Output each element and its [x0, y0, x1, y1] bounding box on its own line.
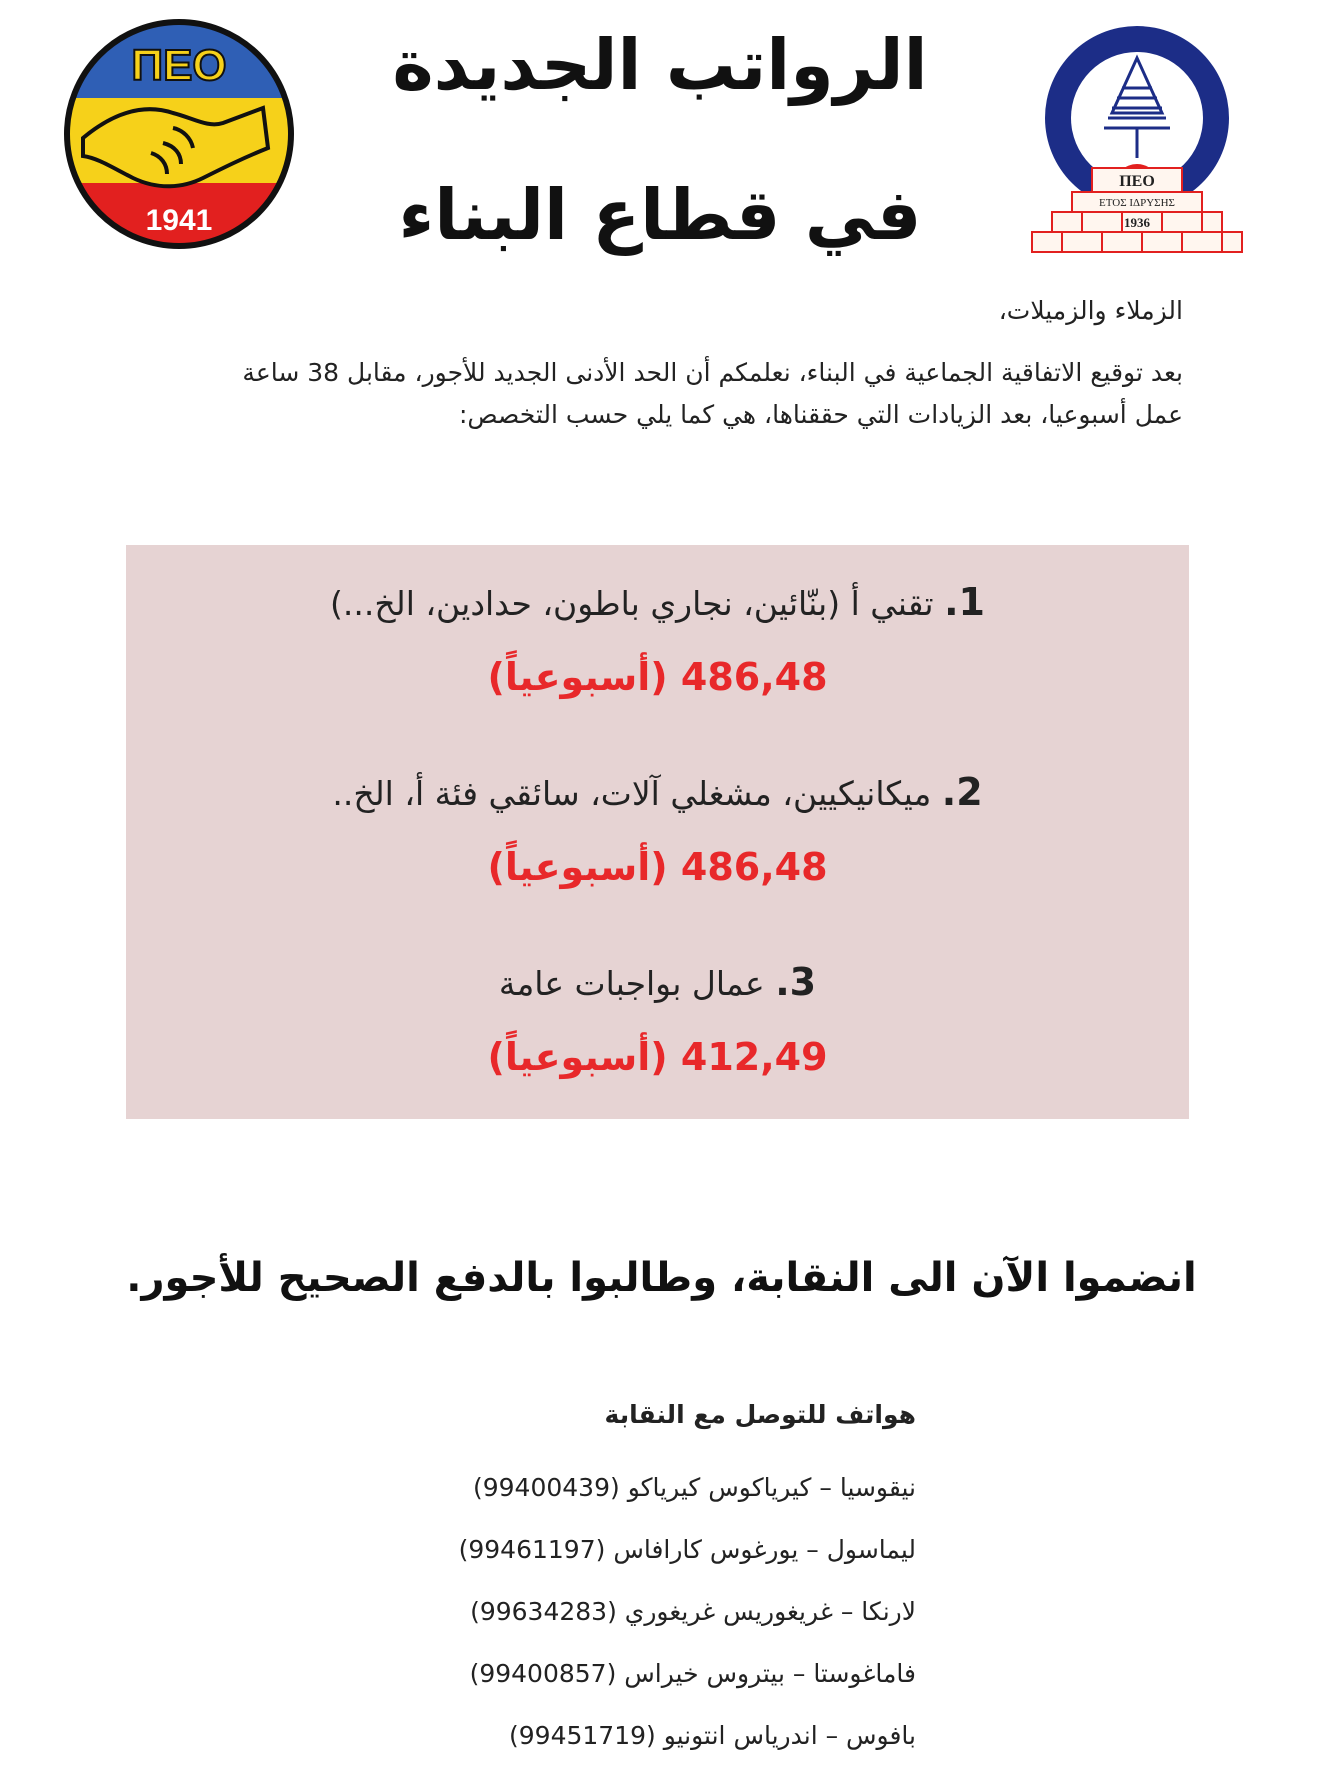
- contact-nicosia: نيقوسيا – كيرياكوس كيرياكو (99400439): [472, 1473, 916, 1502]
- logo-right-subtitle: ΕΤΟΣ ΙΔΡΥΣΗΣ: [1099, 197, 1175, 209]
- intro-line-2: عمل أسبوعيا، بعد الزيادات التي حققناها، هي كما يلي حسب التخصص:: [458, 400, 1183, 429]
- wage-category-1: [126, 580, 1189, 624]
- wage-amount-3: [126, 1035, 1189, 1079]
- logo-left-text: ΠΕΟ: [131, 41, 227, 90]
- wage-amount-2: [126, 845, 1189, 889]
- wage-period: (أسبوعياً): [487, 655, 668, 699]
- wage-amount-1: [126, 655, 1189, 699]
- wage-category-label: تقني أ (بنّائين، نجاري باطون، حدادين، الخ...): [330, 584, 934, 623]
- wage-amount: 486,48: [680, 845, 828, 889]
- wage-period: (أسبوعياً): [487, 1035, 668, 1079]
- wage-amount: 486,48: [680, 655, 828, 699]
- wage-category-number: 3.: [775, 960, 817, 1004]
- page-title-line2: في قطاع البناء: [398, 174, 922, 256]
- wage-category-label: عمال بواجبات عامة: [498, 964, 765, 1003]
- call-to-action: انضموا الآن الى النقابة، وطالبوا بالدفع الصحيح للأجور.: [126, 1255, 1197, 1301]
- logo-left-year: 1941: [145, 204, 213, 237]
- wages-panel: [126, 545, 1189, 1119]
- wage-category-number: 2.: [941, 770, 983, 814]
- wage-category-label: ميكانيكيين، مشغلي آلات، سائقي فئة أ، الخ..: [332, 774, 932, 813]
- logo-right-year: 1936: [1124, 215, 1150, 230]
- wage-amount: 412,49: [680, 1035, 828, 1079]
- contact-paphos: بافوس – اندرياس انتونيو (99451719): [509, 1721, 916, 1750]
- greeting: الزملاء والزميلات،: [998, 296, 1183, 325]
- wage-category-3: [126, 960, 1189, 1004]
- contact-larnaca: لارنكا – غريغوريس غريغوري (99634283): [470, 1597, 916, 1626]
- peo-1941-logo: [63, 18, 295, 250]
- union-1936-logo: [1022, 18, 1262, 258]
- intro-line-1: بعد توقيع الاتفاقية الجماعية في البناء، نعلمكم أن الحد الأدنى الجديد للأجور، مقابل 38 ساعة: [242, 358, 1183, 387]
- contact-famagusta: فاماغوستا – بيتروس خيراس (99400857): [469, 1659, 916, 1688]
- contacts-heading: هواتف للتوصل مع النقابة: [604, 1400, 916, 1429]
- wage-category-number: 1.: [944, 580, 985, 624]
- wage-category-2: [126, 770, 1189, 814]
- contacts-section: [459, 1400, 916, 1767]
- page-title-line1: الرواتب الجديدة: [392, 24, 928, 106]
- wage-period: (أسبوعياً): [487, 845, 668, 889]
- logo-right-text: ΠΕΟ: [1119, 173, 1155, 190]
- contact-limassol: ليماسول – يورغوس كارافاس (99461197): [458, 1535, 916, 1564]
